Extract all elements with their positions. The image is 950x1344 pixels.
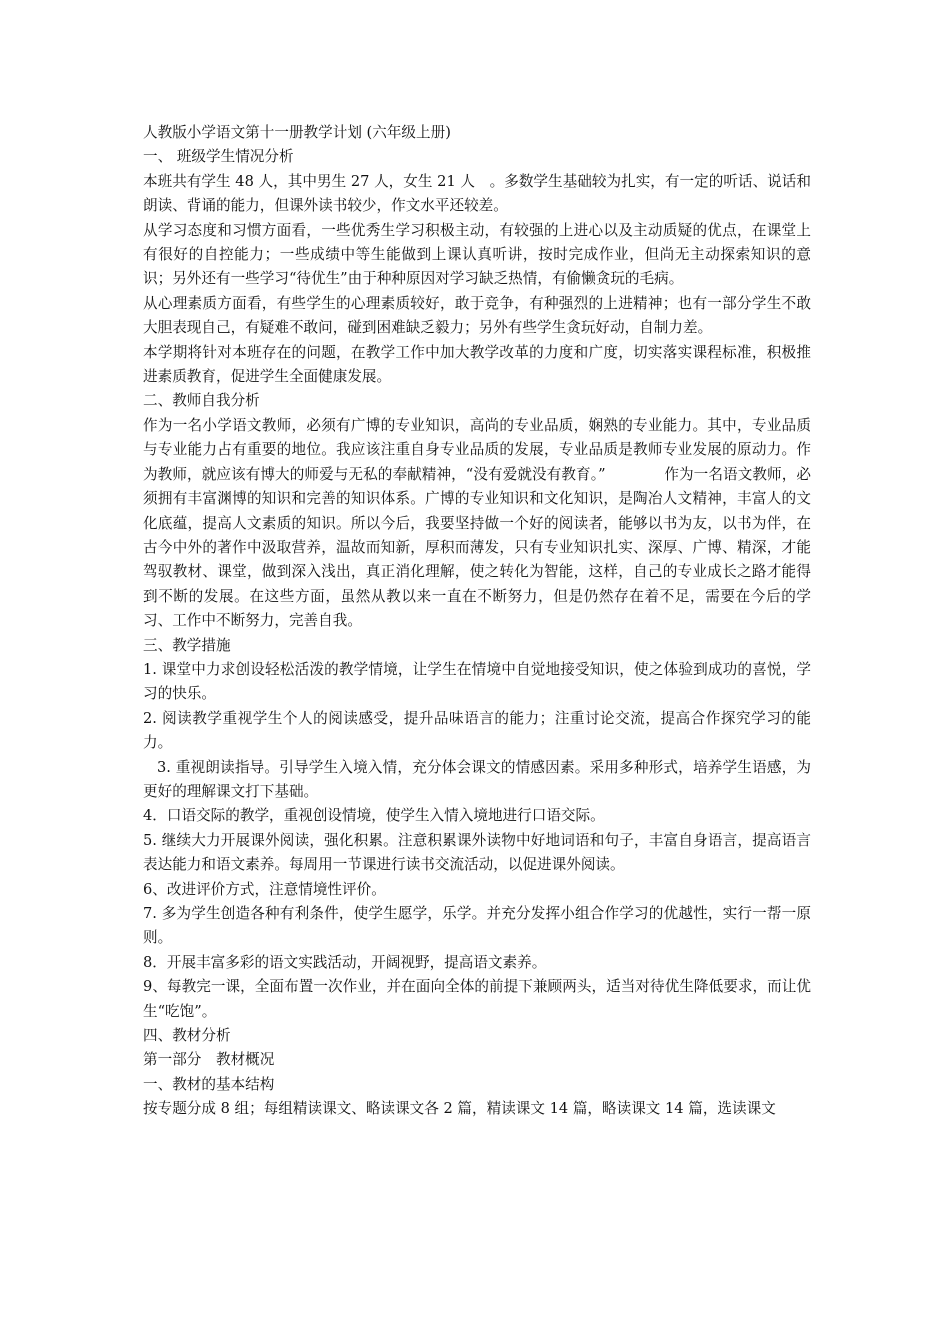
measure-item-7: 7. 多为学生创造各种有利条件，使学生愿学，乐学。并充分发挥小组合作学习的优越性，实行一帮一原则。 (143, 905, 811, 947)
document-title: 人教版小学语文第十一册教学计划 (六年级上册) (143, 124, 451, 141)
measure-item-4: 4．口语交际的教学，重视创设情境，使学生入情入境地进行口语交际。 (143, 807, 605, 825)
subsection-heading-textbook-overview: 第一部分 教材概况 (143, 1051, 275, 1069)
measure-item-1: 1. 课堂中力求创设轻松活泼的教学情境，让学生在情境中自觉地接受知识，使之体验到成功的喜悦，学习的快乐。 (143, 660, 811, 703)
paragraph-teacher-self-analysis: 作为一名小学语文教师，必须有广博的专业知识，高尚的专业品质，娴熟的专业能力。其中，专业品质与专业能力占有重要的地位。我应该注重自身专业品质的发展，专业品质是教师专业发展的原动力。作为教师，就应该有博大的师爱与无私的奉献精神，“没有爱就没有教育。” 作为一名语文教师，必须拥有丰富渊博的知识和完善的知识体系。广博的专业知识和文化知识，是陶冶人文精神，丰富人的文化底蕴，提高人文素质的知识。所以今后，我要坚持做一个好的阅读者，能够以书为友，以书为伴，在古今中外的著作中汲取营养，温故而知新，厚积而薄发，只有专业知识扎实、深厚、广博、精深，才能驾驭教材、课堂，做到深入浅出，真正消化理解，使之转化为智能，这样，自己的专业成长之路才能得到不断的发展。在这些方面，虽然从教以来一直在不断努力，但是仍然存在着不足，需要在今后的学习、工作中不断努力，完善自我。 (143, 416, 811, 630)
measure-item-2: 2. 阅读教学重视学生个人的阅读感受，提升品味语言的能力；注重讨论交流，提高合作探究学习的能力。 (143, 709, 811, 752)
measure-item-6: 6、改进评价方式，注意情境性评价。 (143, 880, 386, 898)
section-heading-class-analysis: 一、 班级学生情况分析 (143, 148, 294, 166)
measure-item-3: 3. 重视朗读指导。引导学生入境入情，充分体会课文的情感因素。采用多种形式，培养学生语感，为更好的理解课文打下基础。 (143, 758, 811, 800)
subsection-heading-basic-structure: 一、教材的基本结构 (143, 1075, 275, 1093)
measure-item-9: 9、每教完一课，全面布置一次作业，并在面向全体的前提下兼顾两头，适当对待优生降低要求，而让优生“吃饱”。 (143, 978, 811, 1020)
section-heading-teaching-measures: 三、教学措施 (143, 636, 231, 654)
paragraph-semester-goal: 本学期将针对本班存在的问题，在教学工作中加大教学改革的力度和广度，切实落实课程标准，积极推进素质教育，促进学生全面健康发展。 (143, 343, 811, 386)
section-heading-teacher-analysis: 二、教师自我分析 (143, 392, 260, 410)
paragraph-class-overview: 本班共有学生 48 人，其中男生 27 人，女生 21 人 。多数学生基础较为扎实，有一定的听话、说话和朗读、背诵的能力，但课外读书较少，作文水平还较差。 (143, 172, 811, 215)
paragraph-psychological-quality: 从心理素质方面看，有些学生的心理素质较好，敢于竞争，有种强烈的上进精神；也有一部分学生不敢大胆表现自己，有疑难不敢问，碰到困难缺乏毅力；另外有些学生贪玩好动，自制力差。 (143, 294, 811, 337)
paragraph-learning-attitude: 从学习态度和习惯方面看，一些优秀生学习积极主动，有较强的上进心以及主动质疑的优点，在课堂上有很好的自控能力；一些成绩中等生能做到上课认真听讲，按时完成作业，但尚无主动探索知识的意识；另外还有一些学习“待优生”由于种种原因对学习缺乏热情，有偷懒贪玩的毛病。 (143, 221, 811, 288)
measure-item-5: 5. 继续大力开展课外阅读，强化积累。注意积累课外读物中好地词语和句子，丰富自身语言，提高语言表达能力和语文素养。每周用一节课进行读书交流活动，以促进课外阅读。 (143, 831, 811, 874)
measure-item-8: 8．开展丰富多彩的语文实践活动，开阔视野，提高语文素养。 (143, 953, 547, 971)
section-heading-textbook-analysis: 四、教材分析 (143, 1027, 231, 1045)
document-page (143, 121, 811, 1122)
paragraph-structure-detail: 按专题分成 8 组；每组精读课文、略读课文各 2 篇，精读课文 14 篇，略读课文 14 篇，选读课文 (143, 1100, 776, 1118)
